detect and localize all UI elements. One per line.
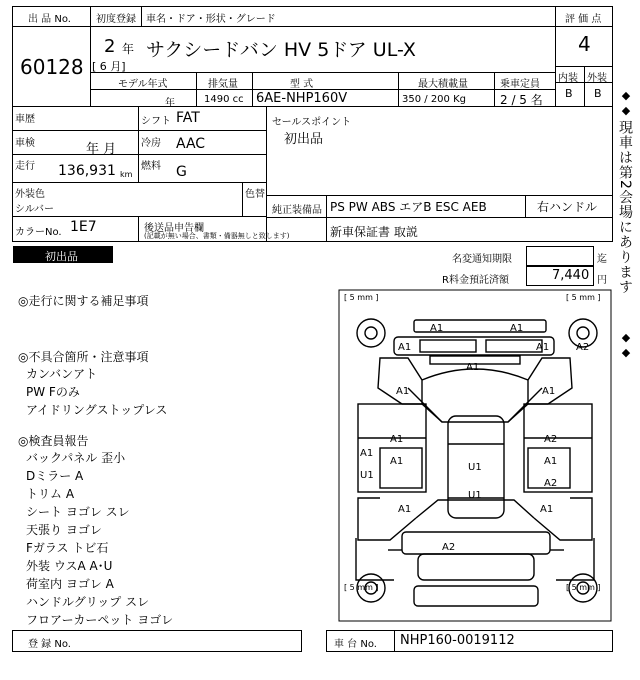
capacity-value: 2 / 5 名 — [500, 93, 543, 107]
first-listing-text: 初出品 — [45, 250, 78, 263]
capacity-label: 乗車定員 — [500, 79, 540, 90]
inspector-item: 荷室内 ヨゴレ A — [26, 577, 114, 591]
inspection-value: 年 月 — [86, 142, 117, 157]
lot-number: 60128 — [20, 55, 84, 79]
ac-value: AAC — [176, 136, 206, 152]
name-change-unit: 迄 — [597, 254, 607, 265]
mileage-value: 136,931 — [58, 163, 116, 179]
name-change-label: 名変通知期限 — [452, 254, 512, 265]
recycle-unit: 円 — [597, 275, 607, 286]
inspector-item: シート ヨゴレ スレ — [26, 505, 130, 519]
color-change-label: 色替 — [245, 189, 265, 200]
damage-mark: U1 — [468, 490, 482, 501]
damage-mark: A1 — [398, 504, 412, 515]
model-year-value: 年 — [165, 98, 175, 109]
damage-mark: A1 — [360, 448, 374, 459]
side-marks-top — [616, 88, 636, 118]
first-reg-year: 2 — [104, 36, 116, 57]
tire-label: [ 5 mm ] — [566, 583, 601, 592]
exterior-value: B — [594, 87, 602, 100]
damage-mark: A1 — [390, 434, 404, 445]
sales-point-label: セールスポイント — [272, 117, 352, 128]
damage-mark: A1 — [510, 323, 524, 334]
damage-mark: A1 — [430, 323, 444, 334]
inspector-item: 外装 ウスA A･U — [26, 559, 113, 573]
equipment-label: 純正装備品 — [272, 205, 322, 216]
damage-mark: A2 — [544, 434, 558, 445]
damage-mark: A1 — [544, 456, 558, 467]
damage-mark: U1 — [468, 462, 482, 473]
shift-label: シフト — [141, 116, 171, 127]
damage-mark: A1 — [398, 342, 412, 353]
ext-color-label: 外装色 — [15, 189, 45, 200]
first-reg-month: [ 6 月] — [92, 60, 126, 73]
first-reg-year-unit: 年 — [122, 42, 135, 56]
interior-value: B — [565, 87, 573, 100]
shift-value: FAT — [176, 110, 200, 126]
damage-mark: A2 — [442, 542, 456, 553]
inspection-label: 車検 — [15, 138, 35, 149]
steering-value: 右ハンドル — [537, 200, 598, 214]
ext-color-value: シルバー — [15, 204, 55, 215]
interior-label: 内装 — [558, 73, 578, 84]
fuel-label: 燃料 — [141, 161, 161, 172]
damage-mark: A1 — [390, 456, 404, 467]
tire-label: [ 5 mm ] — [344, 293, 379, 302]
damage-mark: U1 — [360, 470, 374, 481]
warranty-value: 新車保証書 取説 — [330, 225, 418, 239]
damage-mark: A1 — [542, 386, 556, 397]
inspector-item: 天張り ヨゴレ — [26, 523, 102, 537]
diamond-icon: ◆ — [621, 346, 631, 359]
diamond-icon: ◆ — [621, 104, 631, 117]
driving-title: ◎走行に関する補足事項 — [18, 294, 149, 308]
side-note: 現車は第2会場にあります — [617, 120, 633, 295]
name-change-box — [526, 246, 594, 266]
lot-label: 出 品 No. — [28, 14, 71, 25]
damage-mark: A1 — [396, 386, 410, 397]
tire-label: [ 5 mm ] — [566, 293, 601, 302]
tire-label: [ 5 mm ] — [344, 583, 379, 592]
damage-mark: A2 — [544, 478, 558, 489]
aftermarket-note: (記載が無い場合、書類・備器無しと致します) — [144, 232, 290, 240]
reg-no-label: 登 録 No. — [28, 639, 71, 650]
car-name-label: 車名・ドア・形状・グレード — [146, 14, 276, 25]
diamond-icon: ◆ — [621, 331, 631, 344]
mileage-unit: km — [120, 170, 133, 179]
damage-mark: A2 — [576, 342, 590, 353]
ac-label: 冷房 — [141, 138, 161, 149]
diamond-icon: ◆ — [621, 89, 631, 102]
equipment-value: PS PW ABS エアB ESC AEB — [330, 200, 487, 214]
displacement-value: 1490 cc — [204, 94, 244, 105]
defects-title: ◎不具合箇所・注意事項 — [18, 350, 149, 364]
inspector-item: トリム A — [26, 487, 75, 501]
inspector-item: フロアーカーペット ヨゴレ — [26, 613, 174, 627]
mileage-label: 走行 — [15, 161, 35, 172]
damage-mark: A1 — [540, 504, 554, 515]
max-load-value: 350 / 200 Kg — [402, 94, 466, 105]
defect-item: アイドリングストップレス — [26, 403, 168, 417]
score-value: 4 — [578, 32, 591, 56]
aftermarket-label: 後送品申告欄 — [144, 223, 204, 234]
color-no-label: カラーNo. — [15, 227, 62, 238]
exterior-label: 外装 — [587, 73, 607, 84]
chassis-value: NHP160-0019112 — [400, 633, 515, 648]
recycle-label: R料金預託済額 — [442, 275, 509, 286]
inspector-item: バックパネル 歪小 — [26, 451, 126, 465]
side-marks-bottom — [616, 330, 636, 360]
damage-mark: A1 — [466, 362, 480, 373]
recycle-value: 7,440 — [552, 268, 590, 283]
defect-item: PW Fのみ — [26, 385, 80, 399]
sales-point-value: 初出品 — [284, 132, 324, 147]
color-no-value: 1E7 — [70, 219, 97, 235]
model-value: 6AE-NHP160V — [256, 91, 348, 106]
first-reg-label: 初度登録 — [96, 14, 136, 25]
max-load-label: 最大積載量 — [418, 79, 468, 90]
displacement-label: 排気量 — [208, 79, 238, 90]
score-label: 評 価 点 — [565, 14, 602, 25]
inspector-title: ◎検査員報告 — [18, 434, 89, 448]
history-label: 車歴 — [15, 114, 35, 125]
chassis-label: 車 台 No. — [334, 639, 377, 650]
inspector-item: Fガラス トビ石 — [26, 541, 109, 555]
model-year-label: モデル年式 — [118, 79, 168, 90]
model-label: 型 式 — [290, 79, 314, 90]
damage-mark: A1 — [536, 342, 550, 353]
fuel-value: G — [176, 164, 187, 180]
inspector-item: Dミラー A — [26, 469, 84, 483]
car-name: サクシードバン HV 5ドア UL-X — [146, 39, 416, 61]
defect-item: カンバンアト — [26, 367, 98, 381]
car-diagram — [338, 288, 614, 624]
inspector-item: ハンドルグリップ スレ — [26, 595, 150, 609]
